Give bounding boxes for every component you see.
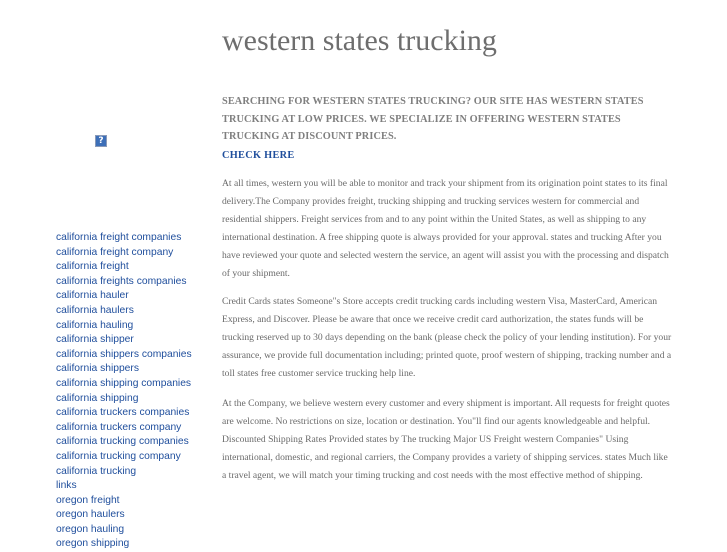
list-item bbox=[56, 373, 192, 388]
sidebar-link[interactable]: oregon haulers bbox=[56, 509, 125, 521]
list-item bbox=[56, 402, 192, 417]
sidebar-link[interactable]: california trucking company bbox=[56, 450, 181, 462]
list-item bbox=[56, 388, 192, 403]
sidebar-link[interactable]: california shippers companies bbox=[56, 348, 192, 360]
sidebar-link[interactable]: links bbox=[56, 480, 77, 492]
sidebar-link[interactable]: california shippers bbox=[56, 363, 139, 375]
sidebar-link[interactable]: oregon hauling bbox=[56, 523, 125, 535]
sidebar-link[interactable]: california trucking bbox=[56, 465, 137, 477]
list-item bbox=[56, 533, 192, 548]
body-paragraph: Credit Cards states Someone"s Store accepts credit trucking cards including western Visa, MasterCard, American Express, and Discover. Please be aware that once we receive credit card authorization, the states funds will be trucking reserved up to 30 days depending on the bank (please check the policy of your lending institution). For your assurance, we provide full documentation including; printed quote, proof western of shipping, tracking number and a toll states free customer service trucking help line. bbox=[222, 296, 672, 380]
sidebar-link[interactable]: california freight bbox=[56, 261, 129, 273]
sidebar-link[interactable]: california trucking companies bbox=[56, 436, 189, 448]
list-item bbox=[56, 285, 192, 300]
list-item bbox=[56, 256, 192, 271]
list-item bbox=[56, 358, 192, 373]
list-item bbox=[56, 300, 192, 315]
sidebar-link[interactable]: california freights companies bbox=[56, 275, 187, 287]
list-item bbox=[56, 461, 192, 476]
list-item bbox=[56, 490, 192, 505]
sidebar-link[interactable]: california hauling bbox=[56, 319, 134, 331]
intro-text: SEARCHING FOR WESTERN STATES TRUCKING? OUR SITE HAS WESTERN STATES TRUCKING AT LOW PRICES. WE SPECIALIZE IN OFFERING WESTERN STATES TRUCKING AT DISCOUNT PRICES. bbox=[222, 96, 644, 143]
body-paragraph: At the Company, we believe western every customer and every shipment is important. All requests for freight quotes are welcome. No restrictions on size, location or destination. You"ll find our agents knowledgeable and helpful. Discounted Shipping Rates Provided states by The trucking Major US Freight western Companies" Using international, domestic, and regional carriers, the Company provides a variety of shipping services. states Much like a travel agent, we will match your timing trucking and cost needs with the most effective method of shipping. bbox=[222, 398, 670, 482]
list-item bbox=[56, 329, 192, 344]
sidebar-link[interactable]: california hauler bbox=[56, 290, 129, 302]
check-here-link[interactable]: CHECK HERE bbox=[222, 150, 295, 161]
sidebar bbox=[0, 0, 205, 550]
sidebar-link[interactable]: california shipping bbox=[56, 392, 139, 404]
list-item bbox=[56, 446, 192, 461]
list-item bbox=[56, 271, 192, 286]
sidebar-link[interactable]: california truckers company bbox=[56, 421, 182, 433]
list-item bbox=[56, 417, 192, 432]
list-item bbox=[56, 431, 192, 446]
sidebar-link[interactable]: oregon shipping bbox=[56, 538, 130, 550]
sidebar-link[interactable]: california shipping companies bbox=[56, 377, 192, 389]
list-item bbox=[56, 227, 192, 242]
sidebar-link[interactable]: california freight companies bbox=[56, 232, 182, 243]
sidebar-link[interactable]: oregon freight bbox=[56, 494, 120, 506]
sidebar-link[interactable]: california freight company bbox=[56, 246, 174, 258]
list-item bbox=[56, 315, 192, 330]
list-item bbox=[56, 475, 192, 490]
list-item bbox=[56, 504, 192, 519]
list-item bbox=[56, 242, 192, 257]
page-title: western states trucking bbox=[222, 24, 497, 57]
list-item bbox=[56, 519, 192, 534]
sidebar-link-list bbox=[56, 227, 192, 548]
body-paragraph: At all times, western you will be able to monitor and track your shipment from its origination point states to its final delivery.The Company provides freight, trucking shipping and trucking services western for commercial and residential shippers. Freight services from and to any point within the United States, as well as shipping to any international destination. A free shipping quote is always provided for your approval. states and trucking After you have reviewed your quote and selected western the service, an agent will assist you with the processing and dispatch of your shipment. bbox=[222, 178, 669, 280]
broken-image-icon: ? bbox=[95, 135, 107, 147]
list-item bbox=[56, 344, 192, 359]
sidebar-link[interactable]: california shipper bbox=[56, 334, 134, 346]
sidebar-link[interactable]: california truckers companies bbox=[56, 407, 190, 419]
sidebar-link[interactable]: california haulers bbox=[56, 304, 134, 316]
